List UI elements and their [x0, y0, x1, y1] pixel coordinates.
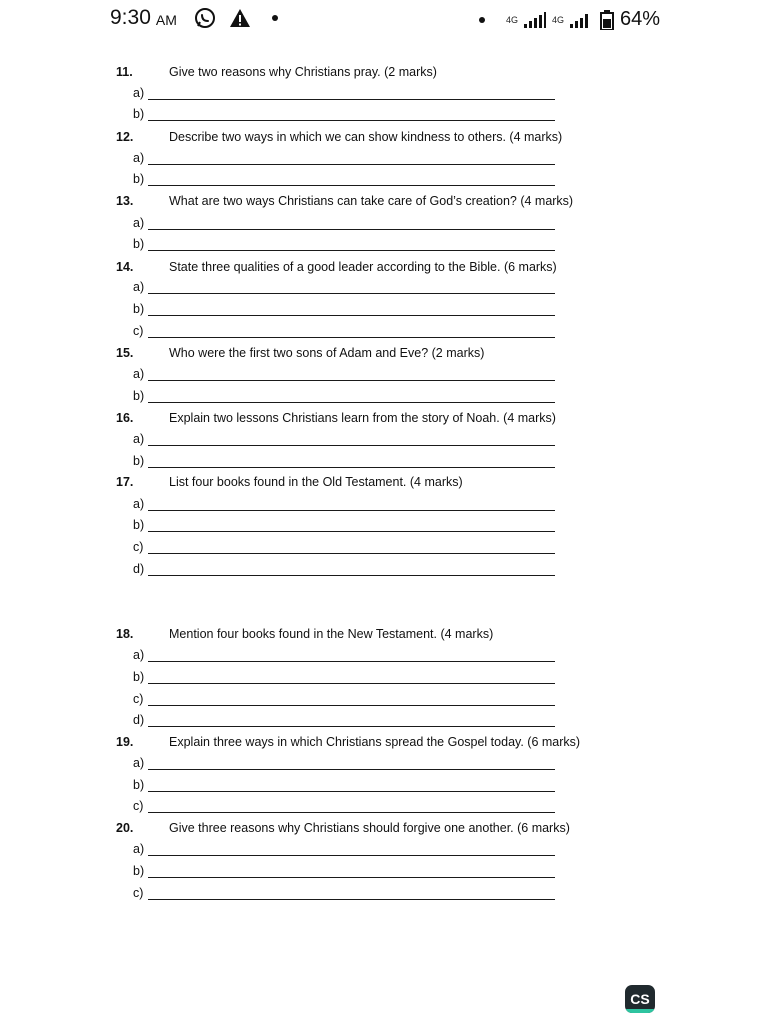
- answer-label: c): [133, 540, 144, 554]
- answer-line[interactable]: [148, 769, 555, 770]
- camscanner-label: CS: [630, 991, 650, 1007]
- question-number: 17.: [116, 475, 134, 489]
- answer-label: b): [133, 302, 145, 316]
- answer-line[interactable]: [148, 683, 555, 684]
- answer-line[interactable]: [148, 791, 555, 792]
- question-number: 12.: [116, 130, 134, 144]
- answer-line[interactable]: [148, 99, 555, 100]
- battery-percent: 64%: [619, 8, 660, 30]
- answer-line[interactable]: [148, 164, 555, 165]
- answer-label: a): [133, 648, 145, 662]
- answer-label: b): [133, 670, 145, 684]
- clock-time: 9:30: [110, 6, 151, 29]
- question-number: 16.: [116, 411, 134, 425]
- answer-label: d): [133, 713, 145, 727]
- question-text: What are two ways Christians can take care of God’s creation? (4 marks): [169, 194, 574, 208]
- question-number: 14.: [116, 260, 134, 274]
- clock-ampm: AM: [155, 12, 177, 28]
- answer-line[interactable]: [148, 510, 555, 511]
- answer-label: a): [133, 151, 145, 165]
- question-text: Who were the first two sons of Adam and Eve? (2 marks): [169, 346, 485, 360]
- answer-line[interactable]: [148, 553, 555, 554]
- answer-line[interactable]: [148, 120, 555, 121]
- question-number: 11.: [116, 65, 133, 79]
- answer-label: a): [133, 367, 145, 381]
- answer-line[interactable]: [148, 293, 555, 294]
- answer-line[interactable]: [148, 445, 555, 446]
- answer-label: c): [133, 324, 144, 338]
- question-number: 19.: [116, 735, 134, 749]
- answer-line[interactable]: [148, 402, 555, 403]
- answer-label: b): [133, 778, 145, 792]
- question-number: 13.: [116, 194, 134, 208]
- answer-label: b): [133, 237, 145, 251]
- answer-label: b): [133, 518, 145, 532]
- question-text: Explain three ways in which Christians spread the Gospel today. (6 marks): [169, 735, 581, 749]
- answer-label: a): [133, 86, 145, 100]
- answer-label: c): [133, 692, 144, 706]
- answer-label: b): [133, 864, 145, 878]
- answer-line[interactable]: [148, 899, 555, 900]
- question-text: State three qualities of a good leader according to the Bible. (6 marks): [169, 260, 557, 274]
- answer-line[interactable]: [148, 812, 555, 813]
- question-number: 20.: [116, 821, 134, 835]
- question-text: Describe two ways in which we can show kindness to others. (4 marks): [169, 130, 563, 144]
- answer-line[interactable]: [148, 315, 555, 316]
- answer-label: a): [133, 280, 145, 294]
- answer-line[interactable]: [148, 855, 555, 856]
- answer-line[interactable]: [148, 467, 555, 468]
- answer-line[interactable]: [148, 380, 555, 381]
- answer-line[interactable]: [148, 337, 555, 338]
- answer-label: a): [133, 497, 145, 511]
- answer-label: a): [133, 842, 145, 856]
- answer-line[interactable]: [148, 877, 555, 878]
- network-label: 4G: [505, 14, 518, 25]
- answer-line[interactable]: [148, 250, 555, 251]
- answer-label: c): [133, 886, 144, 900]
- answer-label: a): [133, 432, 145, 446]
- answer-line[interactable]: [148, 661, 555, 662]
- question-text: List four books found in the Old Testament. (4 marks): [169, 475, 463, 489]
- network-label: 4G: [551, 14, 564, 25]
- question-text: Give two reasons why Christians pray. (2 marks): [169, 65, 437, 79]
- question-text: Give three reasons why Christians should forgive one another. (6 marks): [169, 821, 570, 835]
- answer-label: b): [133, 454, 145, 468]
- answer-line[interactable]: [148, 726, 555, 727]
- answer-line[interactable]: [148, 575, 555, 576]
- question-number: 15.: [116, 346, 134, 360]
- answer-label: b): [133, 172, 145, 186]
- answer-label: a): [133, 216, 145, 230]
- question-text: Mention four books found in the New Testament. (4 marks): [169, 627, 494, 641]
- answer-label: c): [133, 799, 144, 813]
- answer-line[interactable]: [148, 185, 555, 186]
- answer-line[interactable]: [148, 531, 555, 532]
- question-text: Explain two lessons Christians learn from the story of Noah. (4 marks): [169, 411, 556, 425]
- answer-line[interactable]: [148, 705, 555, 706]
- answer-label: b): [133, 389, 145, 403]
- answer-label: d): [133, 562, 145, 576]
- camscanner-badge: [625, 985, 655, 1013]
- answer-label: b): [133, 107, 145, 121]
- question-number: 18.: [116, 627, 134, 641]
- answer-label: a): [133, 756, 145, 770]
- answer-line[interactable]: [148, 229, 555, 230]
